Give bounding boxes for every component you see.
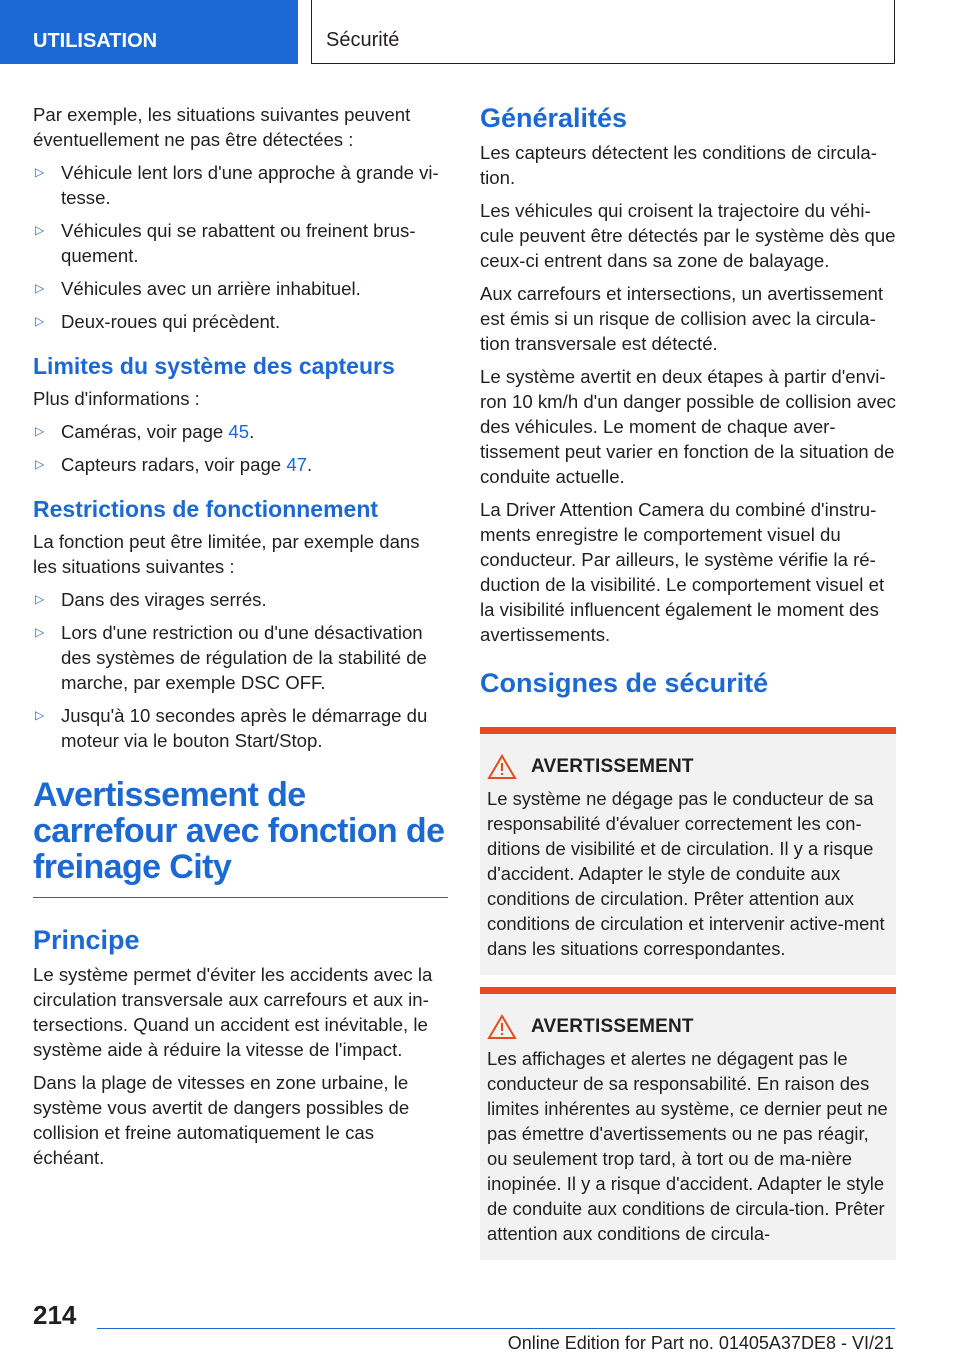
list-item: ▷ Jusqu'à 10 secondes après le démarrage du moteur via le bouton Start/Stop. — [35, 705, 428, 751]
footer-edition: Online Edition for Part no. 01405A37DE8 - VI/21 — [507, 1333, 894, 1353]
sensor-limits-intro: Plus d'informations : — [33, 388, 200, 409]
safety-heading: Consignes de sécurité — [480, 668, 769, 698]
general-heading: Généralités — [480, 103, 628, 133]
list-item: ▷ Lors d'une restriction ou d'une désactivation des systèmes de régulation de la stabilité de marche, par exemple DSC OFF. — [35, 622, 427, 693]
triangle-bullet-icon: ▷ — [35, 424, 45, 438]
list-item: ▷ Véhicule lent lors d'une approche à grande vi-tesse. — [35, 162, 439, 208]
list-item: ▷ Dans des virages serrés. — [35, 589, 267, 610]
triangle-bullet-icon: ▷ — [35, 223, 45, 237]
warning-title: AVERTISSEMENT — [531, 756, 694, 777]
list-item: ▷ Caméras, voir page 45. — [35, 421, 255, 442]
triangle-bullet-icon: ▷ — [35, 281, 45, 295]
right-column — [480, 102, 896, 1260]
list-item: ▷ Capteurs radars, voir page 47. — [35, 454, 313, 475]
general-paragraph: Les véhicules qui croisent la trajectoire du véhi-cule peuvent être détectés par le système dès que ceux-ci entrent dans sa zone de balayage. — [480, 200, 896, 271]
principle-paragraph: Dans la plage de vitesses en zone urbaine, le système vous avertit de dangers possibles de collision et freine automatiquement le cas échéant. — [33, 1072, 410, 1168]
general-paragraph: Les capteurs détectent les conditions de circula-tion. — [480, 142, 877, 188]
subsection-title: Sécurité — [311, 0, 895, 64]
triangle-bullet-icon: ▷ — [35, 457, 45, 471]
sensor-limits-heading: Limites du système des capteurs — [33, 353, 395, 379]
triangle-bullet-icon: ▷ — [35, 165, 45, 179]
sensor-limits-list — [33, 419, 448, 477]
warning-triangle-icon — [487, 754, 517, 780]
main-title: Avertissement de carrefour avec fonction de freinage City — [33, 776, 445, 886]
list-item: ▷ Deux-roues qui précèdent. — [35, 311, 281, 332]
general-paragraph: Aux carrefours et intersections, un avertissement est émis si un risque de collision avec la circula-tion transversale est détecté. — [480, 283, 884, 354]
section-tab: UTILISATION — [0, 0, 298, 64]
principle-paragraph: Le système permet d'éviter les accidents avec la circulation transversale aux carrefours et aux in-tersections. Quand un accident est inévitable, le système aide à réduire la vitesse de l'impact. — [33, 964, 433, 1060]
warning-box — [480, 727, 896, 975]
triangle-bullet-icon: ▷ — [35, 592, 45, 606]
warning-box — [480, 987, 896, 1260]
warning-text: Le système ne dégage pas le conducteur de sa responsabilité d'évaluer correctement les con-ditions de visibilité et de circulation. Il y a risque d'accident. Adapter le style de conduite aux conditions de circulation. Prêter attention aux conditions de circulation et intervenir active-ment dans les situations correspondantes. — [487, 788, 885, 959]
principle-heading: Principe — [33, 925, 140, 955]
triangle-bullet-icon: ▷ — [35, 708, 45, 722]
undetected-list — [33, 160, 448, 334]
footer-divider — [97, 1328, 895, 1329]
list-item: ▷ Véhicules avec un arrière inhabituel. — [35, 278, 361, 299]
triangle-bullet-icon: ▷ — [35, 314, 45, 328]
page-link[interactable]: 47 — [286, 454, 307, 475]
warning-triangle-icon — [487, 1014, 517, 1040]
page-link[interactable]: 45 — [228, 421, 250, 442]
list-item: ▷ Véhicules qui se rabattent ou freinent brus-quement. — [35, 220, 416, 266]
restrictions-intro: La fonction peut être limitée, par exemple dans les situations suivantes : — [33, 531, 420, 577]
warning-title: AVERTISSEMENT — [531, 1016, 694, 1037]
triangle-bullet-icon: ▷ — [35, 625, 45, 639]
page-number: 214 — [33, 1300, 77, 1330]
warning-text: Les affichages et alertes ne dégagent pas le conducteur de sa responsabilité. En raison des limites inhérentes au système, ce dernier peut ne pas émettre d'avertissements ou ne pas réagir, ou seulement trop tard, à tort ou de ma-nière inopinée. Il y a risque d'accident. Adapter le style de conduite aux conditions de circula-tion. Prêter attention aux conditions de circula- — [487, 1048, 888, 1244]
title-divider — [33, 897, 448, 898]
left-column — [33, 102, 448, 1178]
general-paragraph: La Driver Attention Camera du combiné d'instru-ments enregistre le comportement visuel du conducteur. Par ailleurs, le système vérifie la ré-duction de la visibilité. Le comportement visuel et la visibilité influencent également le moment des avertissements. — [480, 499, 885, 645]
restrictions-heading: Restrictions de fonctionnement — [33, 496, 379, 522]
general-paragraph: Le système avertit en deux étapes à partir d'envi-ron 10 km/h d'un danger possible de collision avec des véhicules. Le moment de chaque aver-tissement peut varier en fonction de la situation de conduite actuelle. — [480, 366, 896, 487]
intro-paragraph: Par exemple, les situations suivantes peuvent éventuellement ne pas être détectées : — [33, 104, 411, 150]
restrictions-list — [33, 587, 448, 753]
